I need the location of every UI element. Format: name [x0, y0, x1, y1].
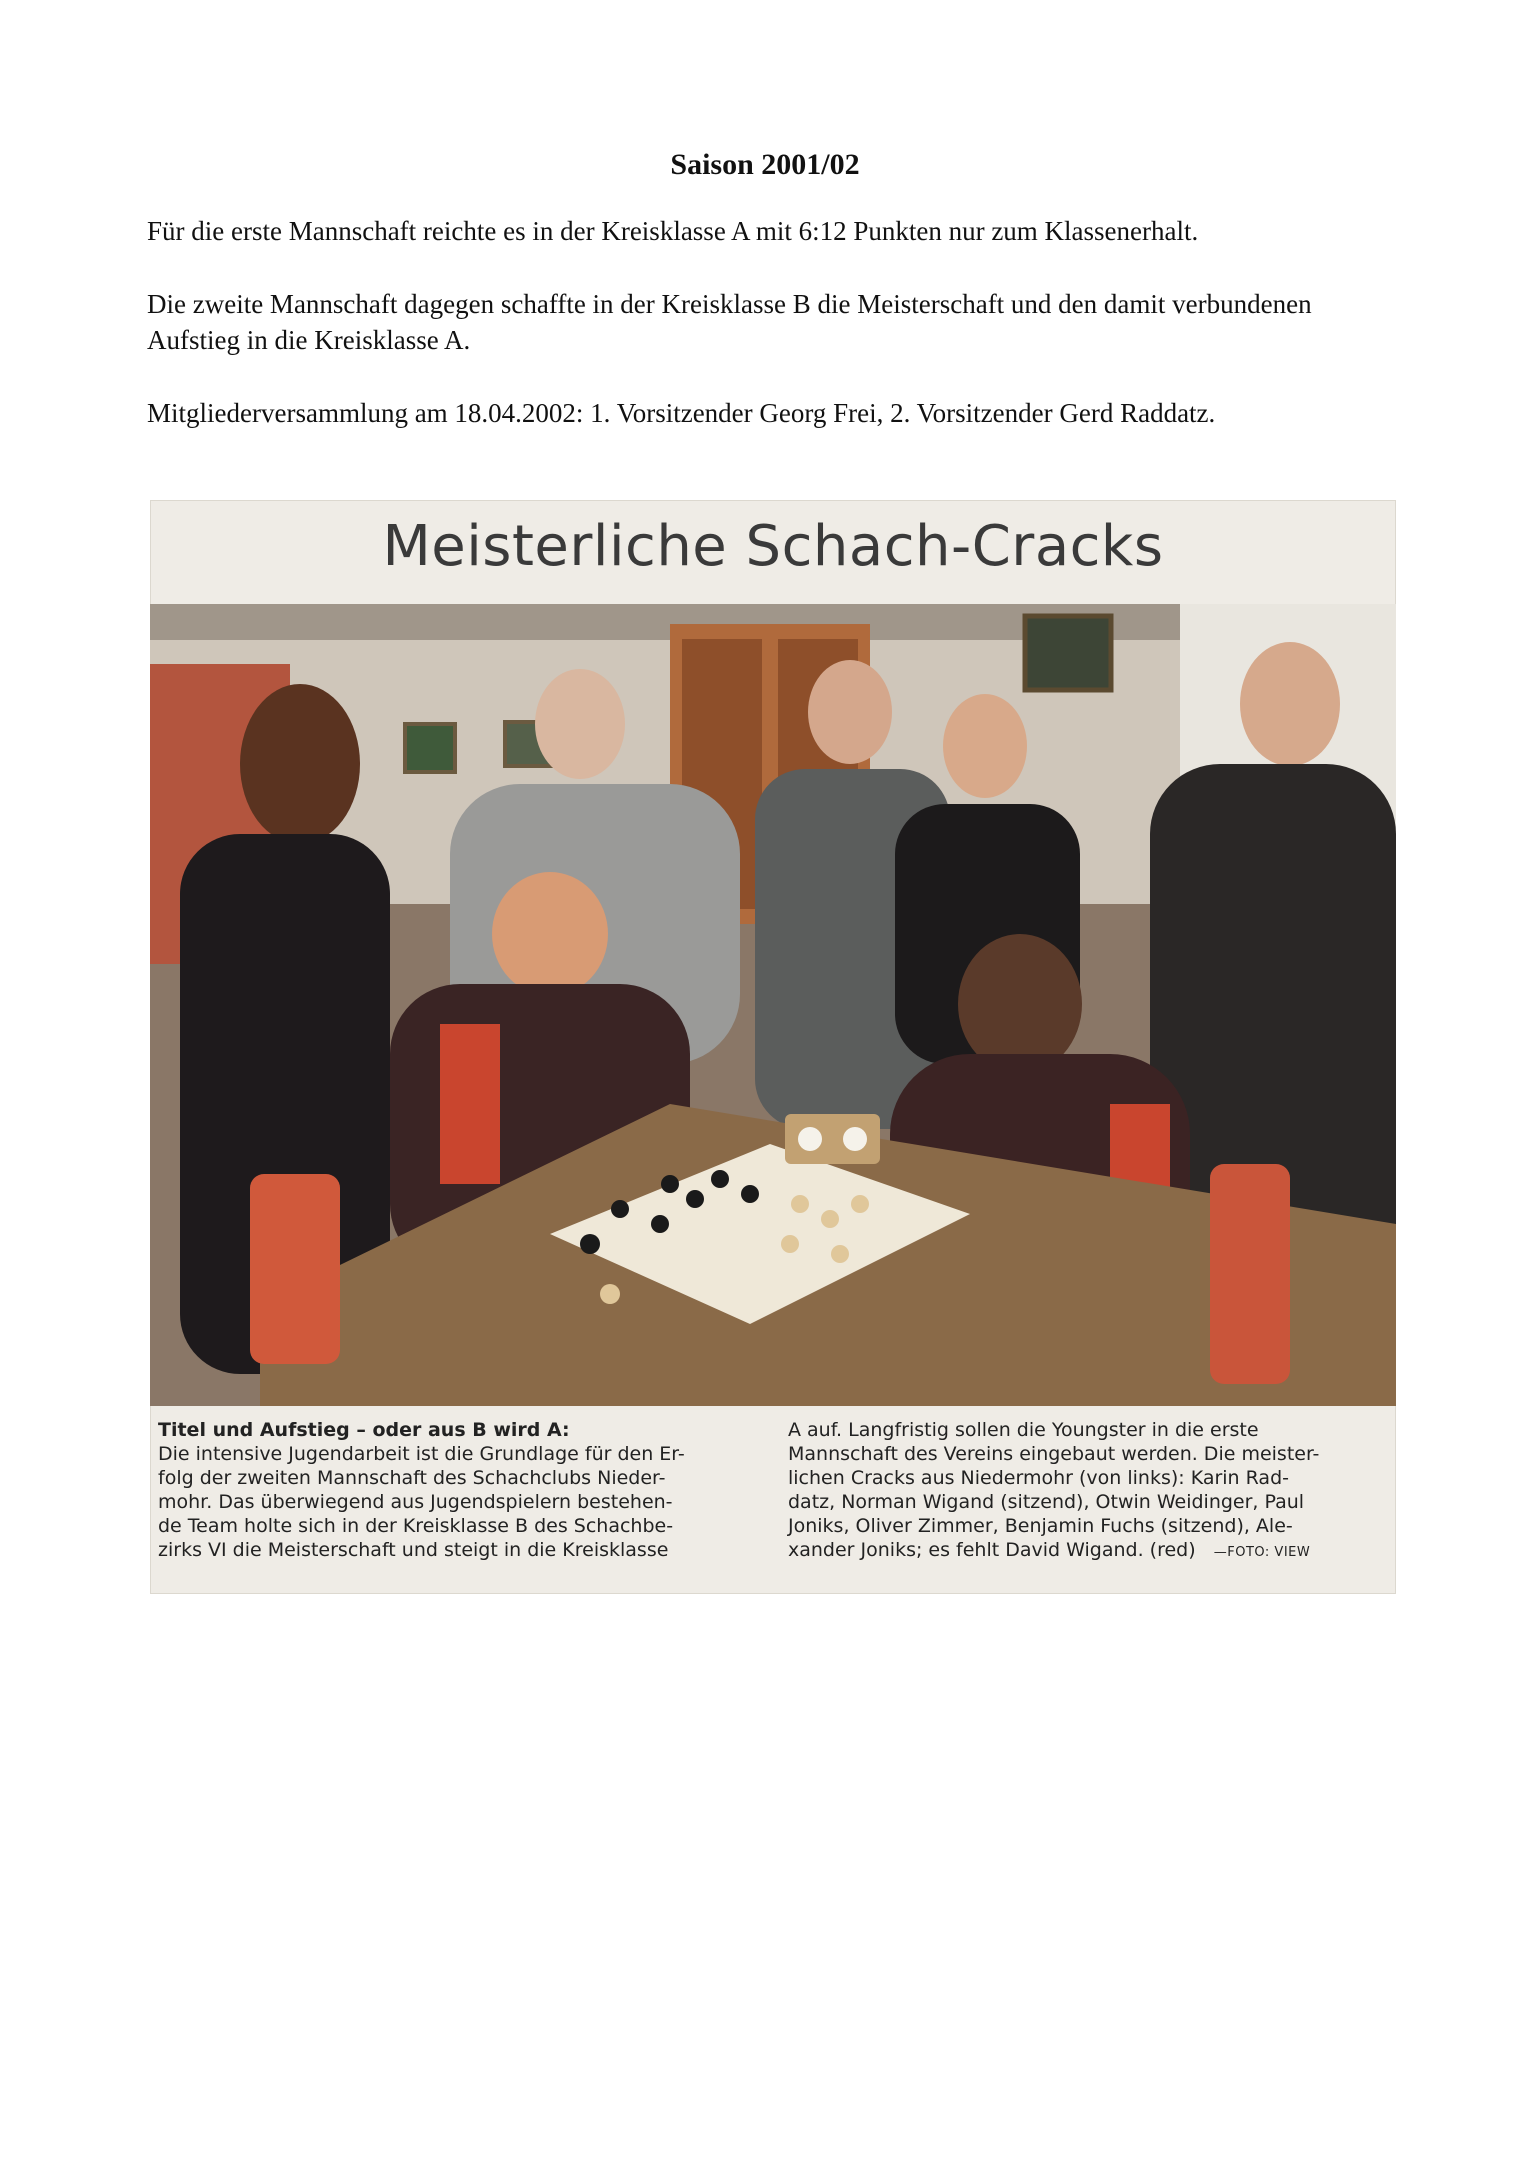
caption-line: Joniks, Oliver Zimmer, Benjamin Fuchs (sitzend), Ale-: [788, 1515, 1293, 1537]
team-photo: [150, 604, 1396, 1406]
caption-line: lichen Cracks aus Niedermohr (von links): Karin Rad-: [788, 1467, 1289, 1489]
caption-line: datz, Norman Wigand (sitzend), Otwin Weidinger, Paul: [788, 1491, 1305, 1513]
caption-line: zirks VI die Meisterschaft und steigt in die Kreisklasse: [158, 1539, 669, 1561]
chess-players-photo: [150, 604, 1396, 1406]
paragraph-members-meeting: Mitgliederversammlung am 18.04.2002: 1. Vorsitzender Georg Frei, 2. Vorsitzender Gerd Raddatz.: [147, 398, 1216, 428]
paragraph-first-team: Für die erste Mannschaft reichte es in der Kreisklasse A mit 6:12 Punkten nur zum Klassenerhalt.: [147, 216, 1199, 246]
caption-column-left: [158, 1418, 753, 1562]
caption-line: A auf. Langfristig sollen die Youngster in die erste: [788, 1419, 1259, 1441]
newspaper-clipping: [150, 500, 1396, 1594]
caption-column-right: [788, 1418, 1386, 1565]
paragraph-second-team: Die zweite Mannschaft dagegen schaffte in der Kreisklasse B die Meisterschaft und den damit verbundenen Aufstieg in die Kreisklasse A.: [147, 289, 1312, 355]
caption-last-line: [788, 1538, 1386, 1565]
clipping-headline: Meisterliche Schach-Cracks: [382, 514, 1164, 579]
caption-line: folg der zweiten Mannschaft des Schachclubs Nieder-: [158, 1467, 666, 1489]
page-title: Saison 2001/02: [670, 148, 860, 181]
caption-line: mohr. Das überwiegend aus Jugendspielern bestehen-: [158, 1491, 673, 1513]
caption-line: Die intensive Jugendarbeit ist die Grundlage für den Er-: [158, 1443, 685, 1465]
caption-line: xander Joniks; es fehlt David Wigand. (red): [788, 1539, 1196, 1561]
caption-heading: Titel und Aufstieg – oder aus B wird A:: [158, 1419, 570, 1441]
caption-line: de Team holte sich in der Kreisklasse B des Schachbe-: [158, 1515, 674, 1537]
caption-line: Mannschaft des Vereins eingebaut werden. Die meister-: [788, 1443, 1320, 1465]
photo-credit: —FOTO: VIEW: [1213, 1545, 1311, 1560]
